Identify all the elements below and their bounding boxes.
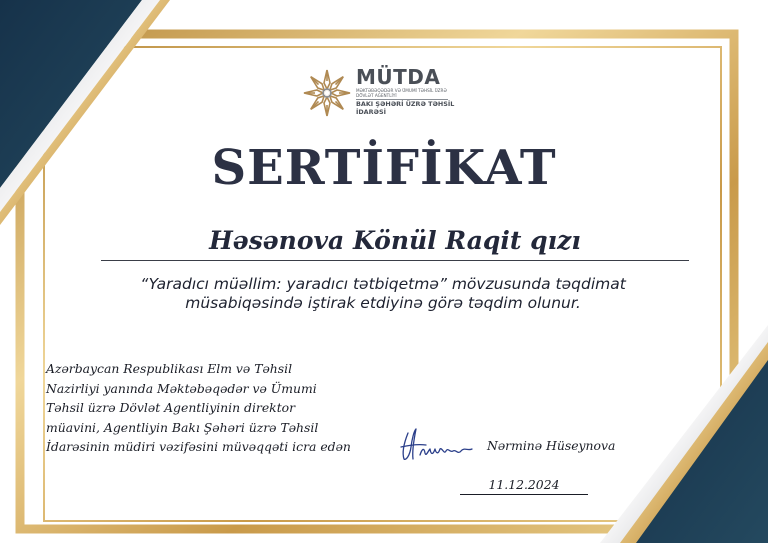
date-underline xyxy=(460,494,588,495)
signer-title-line: Nazirliyi yanında Məktəbəqədər və Ümumi xyxy=(46,380,317,396)
organization-office: BAKI ŞƏHƏRİ ÜZRƏ TƏHSİL İDARƏSİ xyxy=(356,100,455,116)
organization-brand: MÜTDA xyxy=(356,65,441,89)
certificate-title: SERTİFİKAT xyxy=(211,140,557,196)
signer-title-line: müavini, Agentliyin Bakı Şəhəri üzrə Təhsil xyxy=(46,419,319,435)
signer-title xyxy=(46,359,406,457)
organization-full-name: MƏKTƏBƏQƏDƏR VƏ ÜMUMİ TƏHSİL ÜZRƏ DÖVLƏT AGENTLİYİ xyxy=(356,88,447,98)
signature-image xyxy=(398,425,480,465)
signer-title-line: Təhsil üzrə Dövlət Agentliyinin direktor xyxy=(46,400,296,416)
star-emblem-icon xyxy=(300,66,354,120)
issue-date: 11.12.2024 xyxy=(488,477,560,492)
signer-title-line: İdarəsinin müdiri vəzifəsini müvəqqəti icra edən xyxy=(46,439,351,455)
signer-title-line: Azərbaycan Respublikası Elm və Təhsil xyxy=(46,361,293,376)
signer-name: Nərminə Hüseynova xyxy=(487,438,616,453)
recipient-name: Həsənova Könül Raqit qızı xyxy=(209,226,581,255)
organization-logo xyxy=(300,66,460,128)
certificate-body: “Yaradıcı müəllim: yaradıcı tətbiqetmə” mövzusunda təqdimat müsabiqəsində iştirak etdiyinə görə təqdim olunur. xyxy=(140,275,626,312)
recipient-underline xyxy=(101,260,689,261)
